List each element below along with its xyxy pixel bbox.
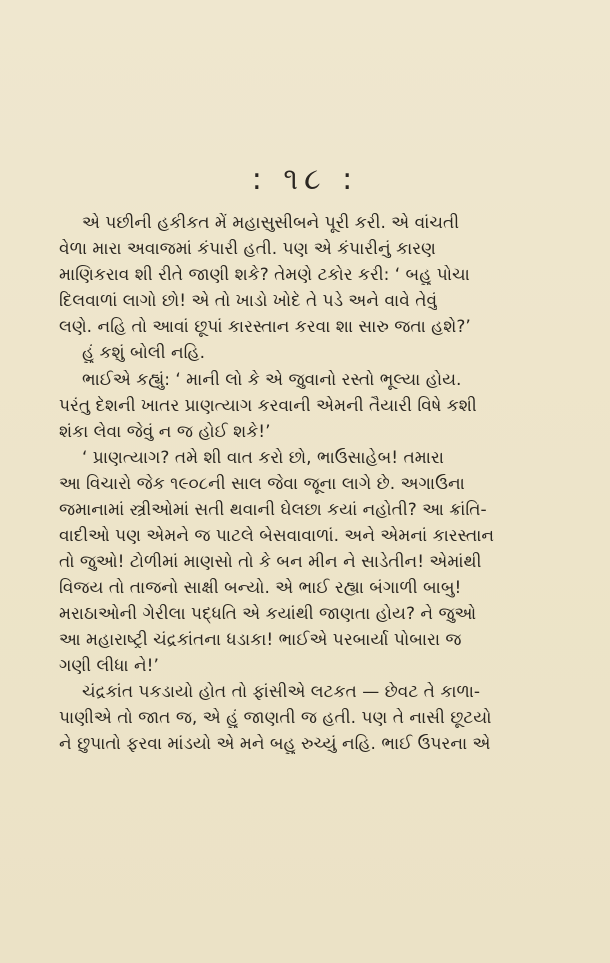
text-line: આ વિચારો જેક ૧૯૦૮ની સાલ જેવા જૂના લાગે છે. અગાઉના xyxy=(59,474,465,494)
text-line: માણિકરાવ શી રીતે જાણી શકે? તેમણે ટકોર કરી: ‘ બહુ પોચા xyxy=(59,265,470,285)
text-line: મરાઠાઓની ગેરીલા પદ્ધતિ એ કયાંથી જાણતા હોય? ને જુઓ xyxy=(59,604,477,624)
text-line: પાણીએ તો જાત જ, એ હું જાણતી જ હતી. પણ તે નાસી છૂટયો xyxy=(59,708,492,728)
chapter-number: : ૧૮ : xyxy=(251,162,359,197)
text-line: વેળા મારા અવાજમાં કંપારી હતી. પણ એ કંપારીનું કારણ xyxy=(59,239,436,259)
text-line: વિજય તો તાજનો સાક્ષી બન્યો. એ ભાઈ રહ્યા બંગાળી બાબુ! xyxy=(59,578,462,598)
text-line: વાદીઓ પણ એમને જ પાટલે બેસવાવાળાં. અને એમનાં કારસ્તાન xyxy=(59,526,495,546)
text-line: પરંતુ દેશની ખાતર પ્રાણત્યાગ કરવાની એમની તૈયારી વિષે કશી xyxy=(59,396,477,416)
text-line: શંકા લેવા જેવું ન જ હોઈ શકે!’ xyxy=(59,422,271,442)
text-line: એ પછીની હકીકત મેં મહાસુસીબને પૂરી કરી. એ વાંચતી xyxy=(82,213,460,233)
text-line: દિલવાળાં લાગો છો! એ તો ખાડો ખોદે તે પડે અને વાવે તેવું xyxy=(59,291,438,311)
text-line: ગણી લીધા ને!’ xyxy=(59,656,159,676)
text-line: જમાનામાં સ્ત્રીઓમાં સતી થવાની ઘેલછા કયાં નહોતી? આ ક્રાંતિ- xyxy=(59,500,487,520)
text-line: ને છુપાતો ફરવા માંડયો એ મને બહુ રુચ્યું નહિ. ભાઈ ઉપરના એ xyxy=(59,734,491,754)
text-line: આ મહારાષ્ટ્રી ચંદ્રકાંતના ધડાકા! ભાઈએ પરબાર્યા પોબારા જ xyxy=(59,630,462,650)
text-line: તો જુઓ! ટોળીમાં માણસો તો કે બન મીન ને સાડેતીન! એમાંથી xyxy=(59,552,482,572)
text-line: ચંદ્રકાંત પકડાયો હોત તો ફાંસીએ લટકત — છેવટ તે કાળા- xyxy=(82,682,481,702)
text-line: લણે. નહિ તો આવાં છૂપાં કારસ્તાન કરવા શા સારુ જતા હશે?’ xyxy=(59,317,471,337)
text-line: હું કશું બોલી નહિ. xyxy=(82,343,206,363)
text-line: ભાઈએ કહ્યું: ‘ માની લો કે એ જુવાનો રસ્તો ભૂલ્યા હોય. xyxy=(82,370,462,390)
text-line: ‘ પ્રાણત્યાગ? તમે શી વાત કરો છો, ભાઉસાહેબ! તમારા xyxy=(82,448,444,468)
